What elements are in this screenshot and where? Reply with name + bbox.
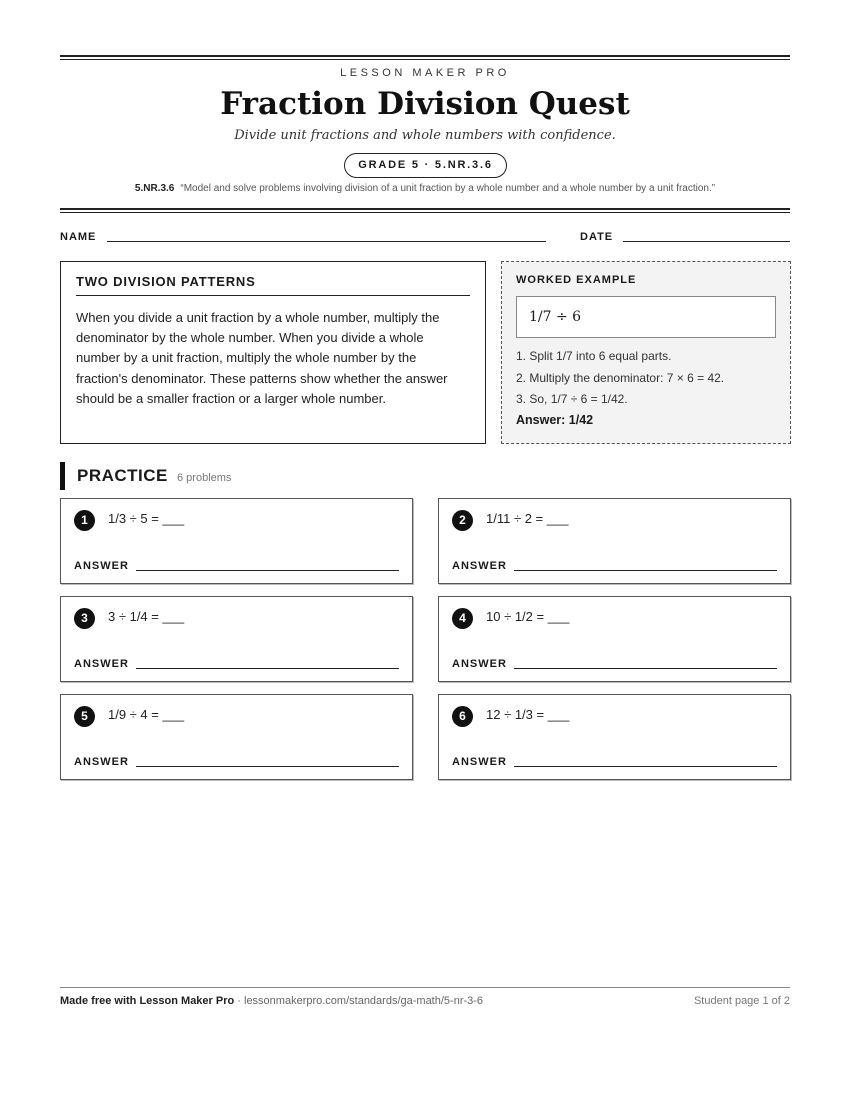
- step-1: 1. Split 1/7 into 6 equal parts.: [516, 349, 672, 363]
- problem-number-badge: 1: [74, 510, 95, 531]
- answer-field[interactable]: [514, 766, 777, 767]
- problem-card-2: [438, 498, 791, 584]
- answer-field[interactable]: [136, 766, 399, 767]
- problem-number-badge: 3: [74, 608, 95, 629]
- page-subtitle: Divide unit fractions and whole numbers with confidence.: [234, 128, 616, 143]
- worked-example-box: [501, 261, 791, 444]
- problem-number-badge: 2: [452, 510, 473, 531]
- answer-label: ANSWER: [74, 560, 129, 572]
- footer-divider: [60, 987, 790, 988]
- answer-label: ANSWER: [452, 658, 507, 670]
- top-double-rule: [60, 55, 790, 60]
- worked-example-steps: [516, 346, 776, 411]
- page-title: Fraction Division Quest: [220, 86, 630, 122]
- brand-name: LESSON MAKER PRO: [340, 67, 510, 79]
- problem-card-4: [438, 596, 791, 682]
- problem-text: 1/11 ÷ 2 = ___: [486, 511, 569, 526]
- problem-text: 1/9 ÷ 4 = ___: [108, 707, 185, 722]
- practice-accent-bar: [60, 462, 65, 490]
- problem-number-badge: 6: [452, 706, 473, 727]
- worked-example-answer: Answer: 1/42: [516, 412, 594, 427]
- problem-number-badge: 5: [74, 706, 95, 727]
- date-field[interactable]: [623, 241, 790, 242]
- name-field[interactable]: [107, 241, 546, 242]
- answer-field[interactable]: [514, 668, 777, 669]
- worked-example-expression: 1/7 ÷ 6: [516, 296, 776, 338]
- worked-example-heading: WORKED EXAMPLE: [516, 274, 637, 286]
- problem-card-6: [438, 694, 791, 780]
- footer-credit: [60, 995, 483, 1007]
- standard-text: “Model and solve problems involving division of a unit fraction by a whole number and a whole number by a unit fraction.”: [180, 183, 716, 194]
- practice-heading: PRACTICE: [77, 466, 168, 485]
- problem-text: 10 ÷ 1/2 = ___: [486, 609, 570, 624]
- header-bottom-double-rule: [60, 208, 790, 213]
- problem-text: 1/3 ÷ 5 = ___: [108, 511, 185, 526]
- step-3: 3. So, 1/7 ÷ 6 = 1/42.: [516, 392, 628, 407]
- problem-text: 12 ÷ 1/3 = ___: [486, 707, 570, 722]
- practice-count: 6 problems: [177, 472, 232, 484]
- answer-field[interactable]: [136, 570, 399, 571]
- problem-card-5: [60, 694, 413, 780]
- answer-label: ANSWER: [74, 756, 129, 768]
- problem-number-badge: 4: [452, 608, 473, 629]
- patterns-heading: TWO DIVISION PATTERNS: [76, 274, 470, 296]
- footer-url: · lessonmakerpro.com/standards/ga-math/5-nr-3-6: [234, 995, 484, 1007]
- division-patterns-box: [60, 261, 486, 444]
- problem-card-1: [60, 498, 413, 584]
- patterns-body: When you divide a unit fraction by a whole number, multiply the denominator by the whole number. When you divide a whole number by a unit fraction, multiply the whole number by the fraction's denominator. These patterns show whether the answer should be a smaller fraction or a larger whole number.: [76, 310, 448, 406]
- standard-line: [0, 183, 850, 194]
- answer-label: ANSWER: [452, 560, 507, 572]
- date-label: DATE: [580, 231, 614, 243]
- standard-code: 5.NR.3.6: [134, 183, 175, 194]
- answer-field[interactable]: [136, 668, 399, 669]
- answer-label: ANSWER: [74, 658, 129, 670]
- problem-card-3: [60, 596, 413, 682]
- footer-page-number: Student page 1 of 2: [693, 995, 790, 1007]
- answer-label: ANSWER: [452, 756, 507, 768]
- answer-field[interactable]: [514, 570, 777, 571]
- footer-made-with: Made free with Lesson Maker Pro: [60, 995, 235, 1007]
- step-2: 2. Multiply the denominator: 7 × 6 = 42.: [516, 370, 725, 385]
- name-label: NAME: [60, 231, 97, 243]
- problem-text: 3 ÷ 1/4 = ___: [108, 609, 185, 624]
- grade-badge: GRADE 5 · 5.NR.3.6: [344, 153, 507, 178]
